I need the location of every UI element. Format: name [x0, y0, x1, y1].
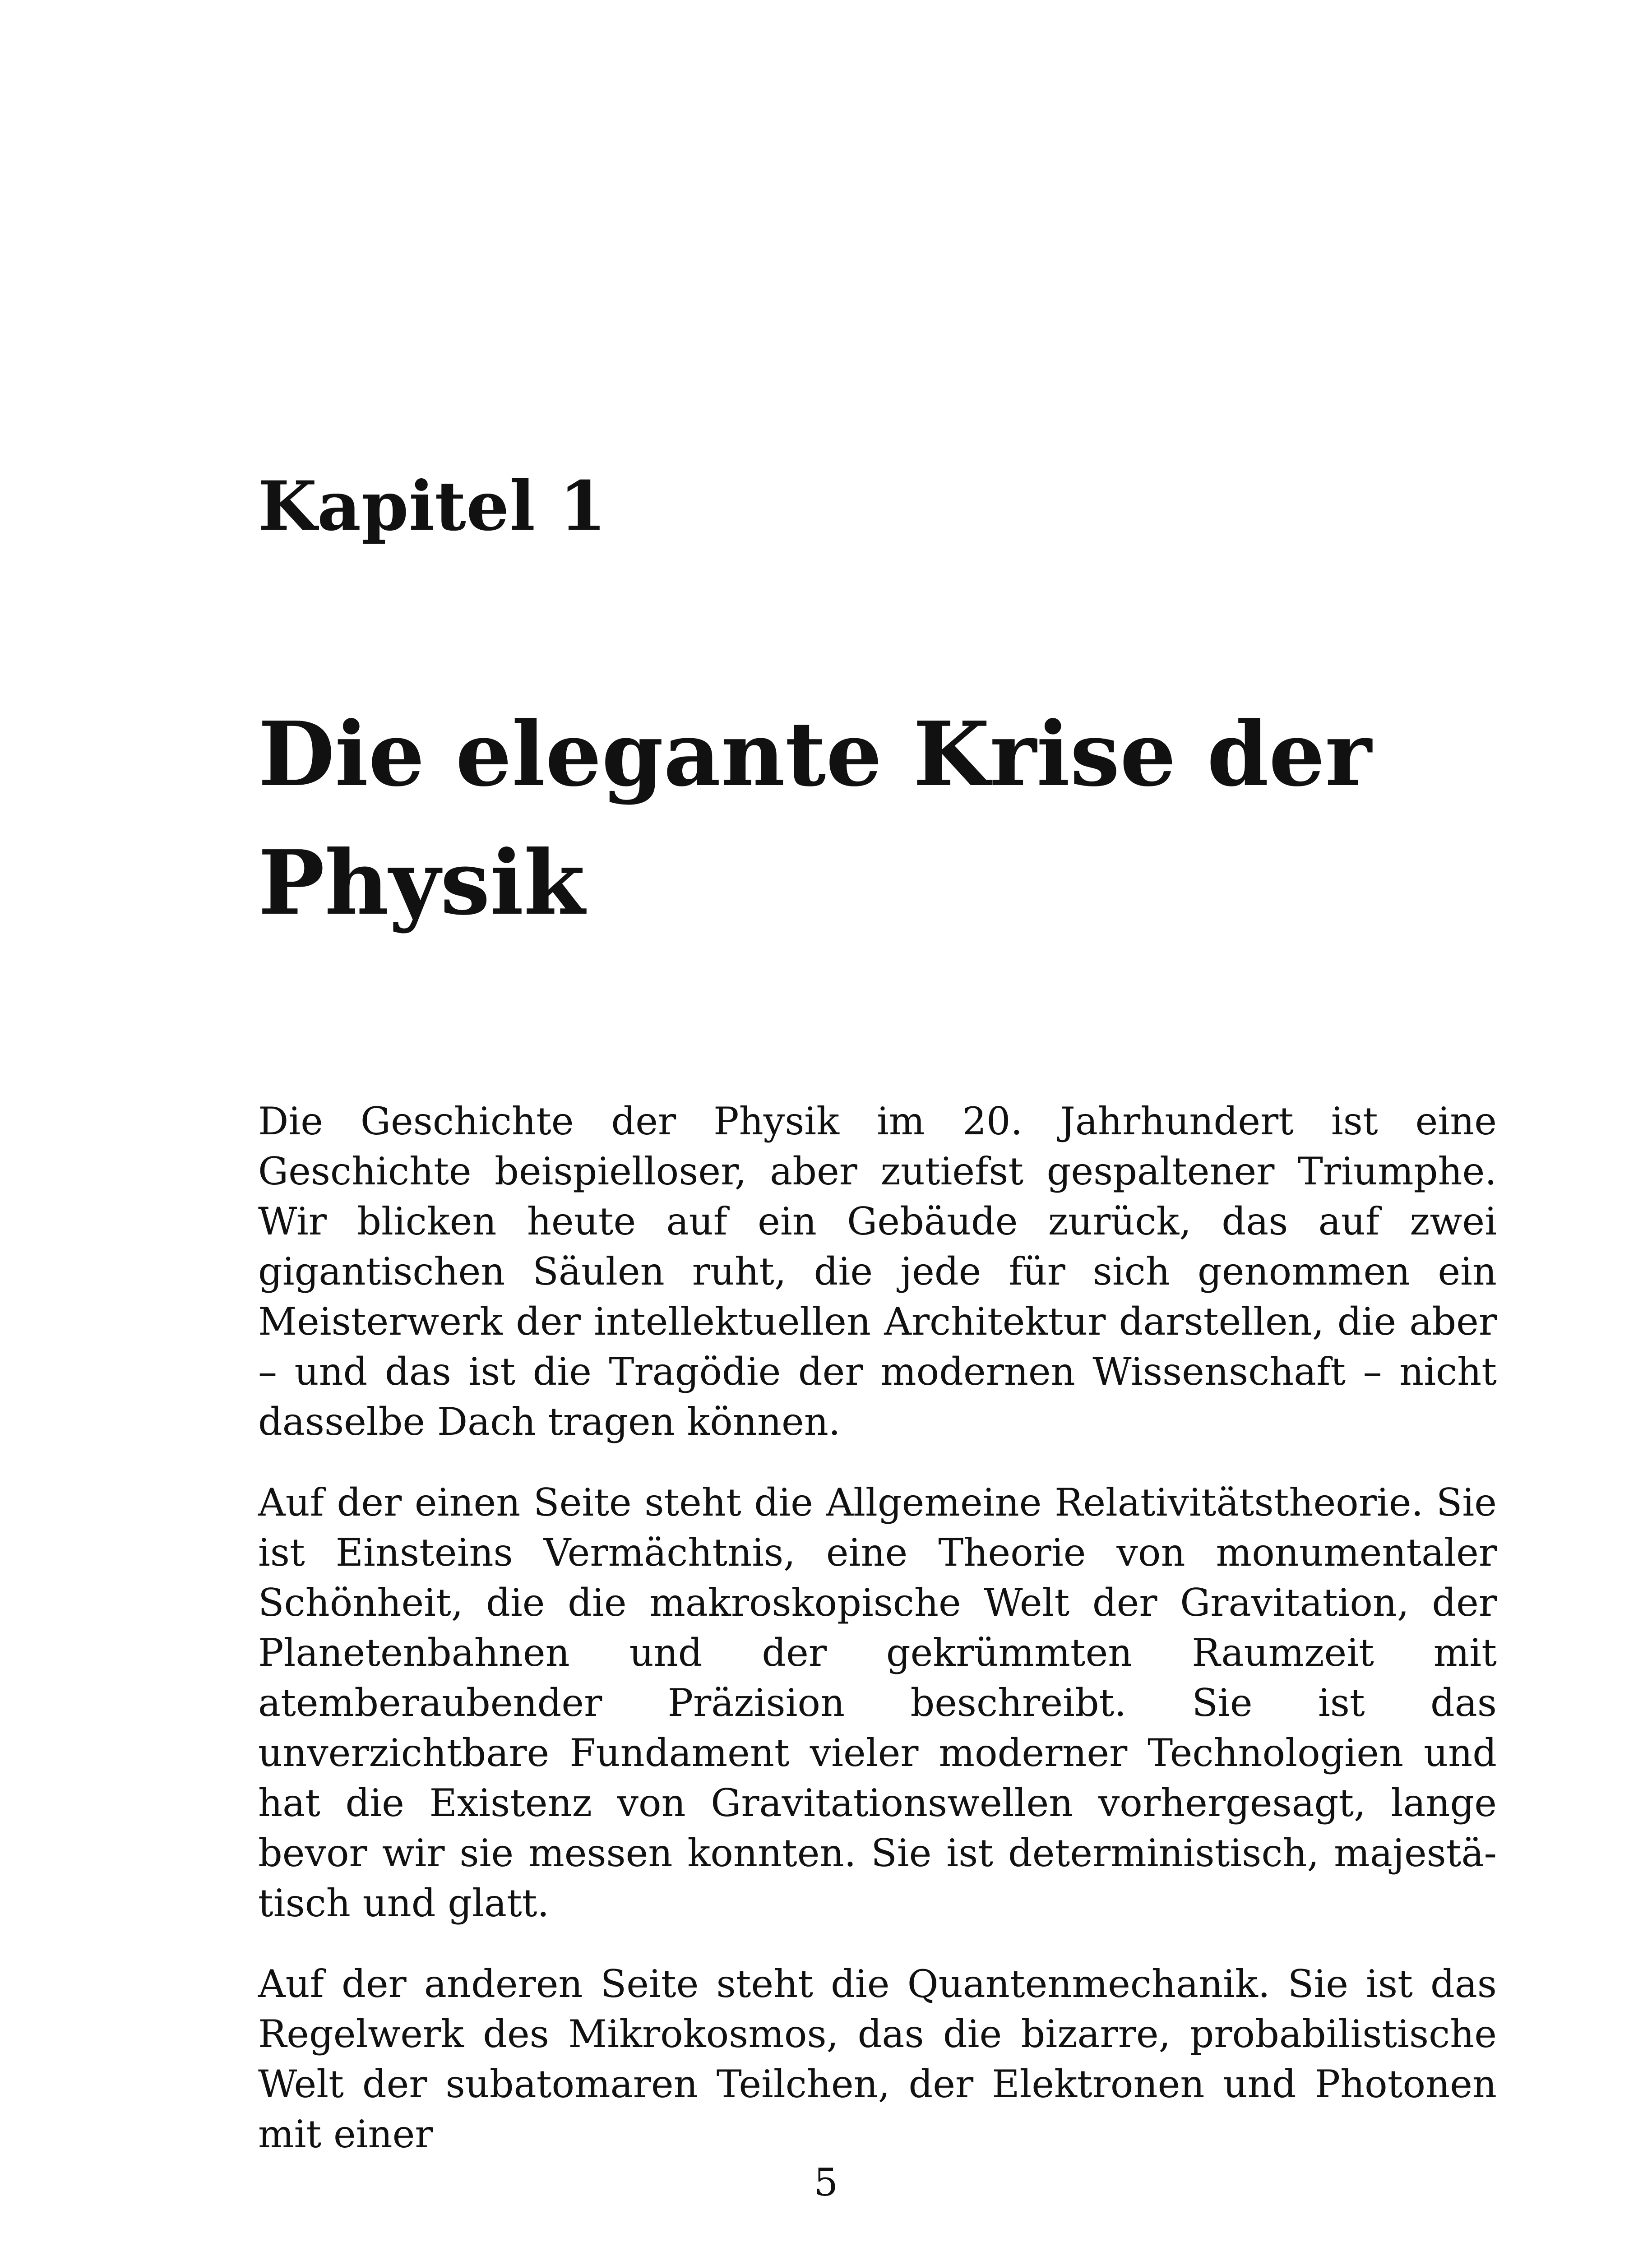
paragraph: Auf der einen Seite steht die Allgemeine Relativitätstheorie. Sie ist Einsteins Vermächtnis, eine Theorie von monumentaler Schönheit, die die makroskopische Welt der Gravitation, der Planetenbahnen und der gekrümmten Raumzeit mit atemberaubender Präzision beschreibt. Sie ist das unverzichtbare Fundament vieler moderner Technologien und hat die Existenz von Gravitationswellen vorhergesagt, lange bevor wir sie messen konnten. Sie ist deterministisch, majestätisch und glatt.: [258, 1480, 1497, 1925]
paragraph: Die Geschichte der Physik im 20. Jahrhundert ist eine Geschichte beispielloser, aber zutiefst gespaltener Triumphe. Wir blicken heute auf ein Gebäude zurück, das auf zwei gigantischen Säulen ruht, die jede für sich genommen ein Meisterwerk der intellektuellen Architektur darstellen, die aber – und das ist die Tragödie der modernen Wissenschaft – nicht dasselbe Dach tragen können.: [258, 1099, 1497, 1444]
paragraph: Auf der anderen Seite steht die Quantenmechanik. Sie ist das Regelwerk des Mikrokosmos, das die bizarre, probabilistische Welt der subatomaren Teilchen, der Elektronen und Photonen mit einer: [258, 1962, 1497, 2156]
chapter-label: Kapitel 1: [258, 467, 607, 546]
chapter-title: Die elegante Krise der Physik: [258, 703, 1372, 935]
body-text: [258, 1096, 1497, 2190]
page-number: 5: [814, 2160, 838, 2205]
